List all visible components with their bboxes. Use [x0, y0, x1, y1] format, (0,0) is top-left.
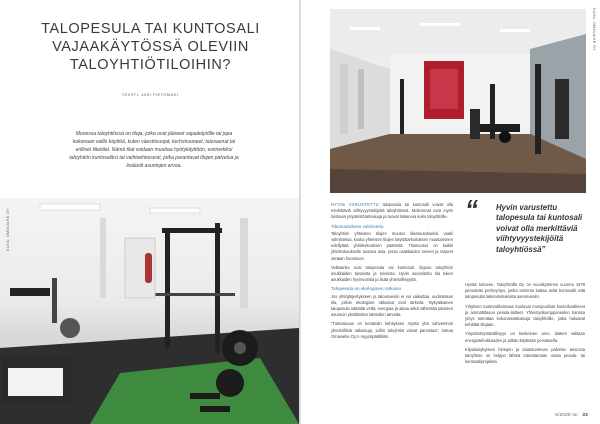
right-page: [301, 0, 600, 424]
subheading: Tilamuutoksen valmistelu: [331, 223, 384, 229]
photo-caption: KUVA: OMAVAIHE OY: [592, 8, 596, 51]
body-column-2: [465, 282, 585, 368]
byline: TEKSTI: JARI PIETOMAKI: [121, 92, 179, 97]
paragraph: Yrityksen tuotevalikoimaan kuuluvat monipuoliset kuntoiluvälineet ja ammattitason pesula-laitteet. Yhteistyökumppaneiden kanssa yritys toteuttaa kokonaisratkaisuja taloyhtiöille, jotka haluavat kehittää tilojaan.: [465, 303, 585, 328]
article-ingress: Monessa taloyhtiössä on tiloja, jotka ovat jääneet vajaakäytölle tai jopa kokonaan vaille käyttöä, kuten väestösuojat, kerhohuoneet, talosaunat tai erilliset liiketilat. Nämä tilat voidaan muuttaa hyötykäyttöön, esimerkiksi taloyhtiön kuntosaliksi tai vaihtoehtoisesti, jotka parantavat tilojen palvelua ja lisäävät asuntojen arvoa.: [69, 131, 239, 169]
page-footer: [555, 412, 588, 417]
paragraph: Ympäristöystävällisyys on keskeinen arvo: laitteet valitaan energiatehokkuuden ja pitkän käyttöiän perusteella.: [465, 331, 585, 343]
paragraph: Taloyhtiön yhteisten tilojen muutos tilamuutokseksi vaatii valmistelua, koska yhteisten tilojen käyttötarkoituksen muuttaminen edellyttää yhtiökokouksen päätöstä. Tilamuutos on kaikki yhtiökokoukselle tuotava asia, jossa osakkaiden toiveet ja tarpeet otetaan huomioon.: [331, 230, 453, 261]
photo-caption: KUVA: OMAVAIHE OY: [6, 208, 10, 251]
paragraph: “Tulevaisuus on kestävän kehityksen myötä yhä vahvemmin yhteisöllisiä ratkaisuja, joihin taloyhtiöt voivat panostaa”, toteaa Omavaihe Oy:n myyntipäällikkö.: [331, 321, 453, 339]
quote-mark-icon: “: [465, 194, 478, 224]
paragraph: Kilpailukykyisten hintojen ja asiantuntevan palvelun ansiosta taloyhtiön on helppo lähteä toteuttamaan omaa pesula- tai kuntosaliprojektia.: [465, 346, 585, 365]
paragraph-text: talopesula tai kuntosali voivat olla merkittäviä viihtyvyystekijöitä taloyhtiössä. Molemmat ovat myös loistavia ympäristöratkaisuja ja tuovat lisäarvoa koko taloyhtiölle.: [331, 202, 454, 220]
paragraph: Jos yhtiöjärjestykseen ja talousvesiin ei voi vaikuttaa, uudistetaan tila, jolloin ekologiset ratkaisut ovat tärkeitä. Nykyaikainen talopesula säästää vettä, energiaa ja aikaa sekä vähentää jokaisen asunnon yksittäisten laitteiden tarvetta.: [331, 293, 453, 318]
issue-number: 6/2020: [555, 412, 571, 417]
magazine-name: Isi: [572, 412, 578, 417]
paragraph: Hyvää toimeen. Taloyhtiöllä Oy on vuosikymmen vuonna 1978 perustettu perheyritys, jonka toiminta kattaa sekä kuntosalit että talopesulat laitetoimituksista asennuksiin.: [465, 282, 585, 300]
body-column-1: [331, 202, 453, 343]
gym-photo-left: [0, 198, 299, 424]
gym-photo-right: [330, 9, 586, 193]
lead-word: HYVIN VARUSTETTU: [331, 202, 380, 207]
left-page: [0, 0, 299, 424]
pull-quote: Hyvin varustettu talopesula tai kuntosali voivat olla merkittäviä viihtyvyystekijöitä taloyhtiössä”: [496, 203, 583, 254]
subheading: Talopesula on ekologinen ratkaisu: [331, 286, 402, 292]
page-number: 33: [582, 412, 588, 417]
paragraph: Valitaanko uusi talopesula vai kuntosali, riippuu taloyhtiön asukkaiden tarpeista ja toiveista. Hyvin suunniteltu tila tukee asukkaiden hyvinvointia ja lisää yhteisöllisyyttä.: [331, 264, 453, 283]
gym-illustration-left: [0, 198, 299, 424]
paragraph: [331, 202, 453, 221]
article-title: TALOPESULA TAI KUNTOSALI VAJAAKÄYTÖSSÄ OLEVIIN TALOYHTIÖTILOIHIN?: [41, 21, 260, 73]
gym-illustration-right: [330, 9, 586, 193]
